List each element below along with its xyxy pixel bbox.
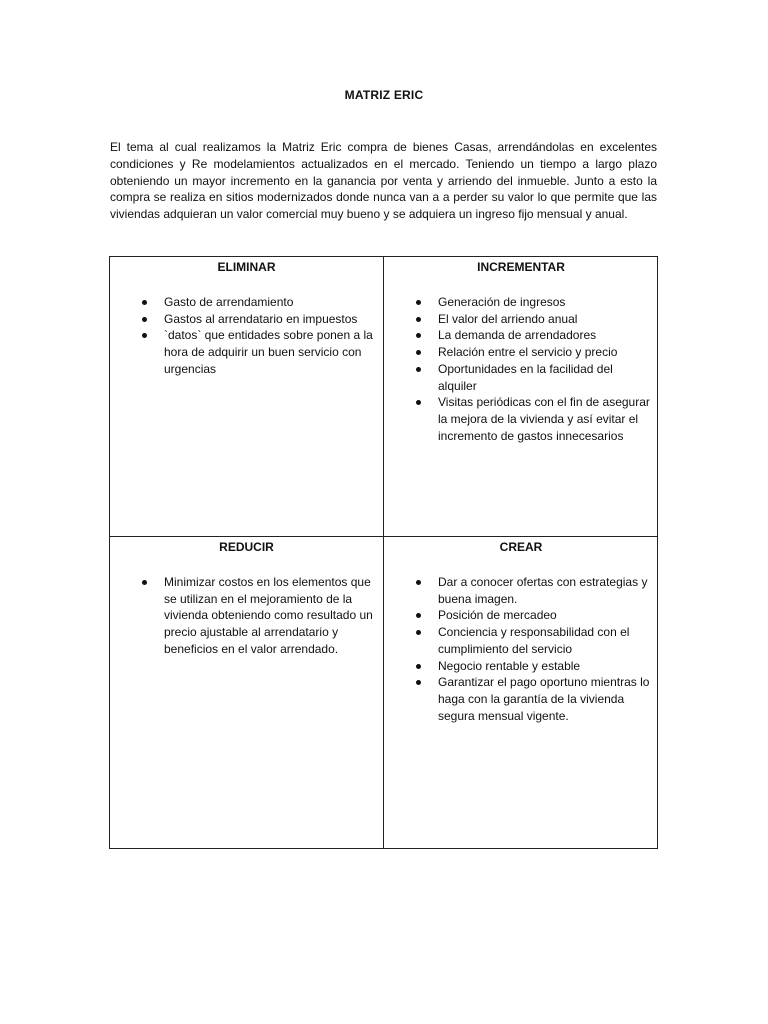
incrementar-cell — [384, 257, 658, 537]
list-item: Conciencia y responsabilidad con el cumplimiento del servicio — [438, 624, 652, 657]
list-item: Minimizar costos en los elementos que se utilizan en el mejoramiento de la vivienda obteniendo como resultado un precio ajustable al arrendatario y beneficios en el valor arrendado. — [164, 574, 377, 658]
list-item: Visitas periódicas con el fin de asegurar la mejora de la vivienda y así evitar el incremento de gastos innecesarios — [438, 394, 652, 444]
eric-matrix-table — [109, 256, 658, 849]
list-item: Dar a conocer ofertas con estrategias y buena imagen. — [438, 574, 652, 607]
list-item: Relación entre el servicio y precio — [438, 344, 652, 361]
crear-list — [390, 574, 652, 724]
list-item: Gastos al arrendatario en impuestos — [164, 311, 377, 328]
incrementar-heading: INCREMENTAR — [477, 260, 565, 274]
reducir-cell — [110, 537, 384, 848]
eliminar-heading: ELIMINAR — [217, 260, 276, 274]
list-item: Garantizar el pago oportuno mientras lo haga con la garantía de la vivienda segura mensual vigente. — [438, 674, 652, 724]
document-title: MATRIZ ERIC — [344, 88, 424, 102]
list-item: Gasto de arrendamiento — [164, 294, 377, 311]
list-item: La demanda de arrendadores — [438, 327, 652, 344]
incrementar-list — [390, 294, 652, 444]
crear-heading: CREAR — [499, 540, 543, 554]
eliminar-cell — [110, 257, 384, 537]
list-item: El valor del arriendo anual — [438, 311, 652, 328]
reducir-list — [116, 574, 377, 658]
list-item: Generación de ingresos — [438, 294, 652, 311]
list-item: Oportunidades en la facilidad del alquiler — [438, 361, 652, 394]
eliminar-list — [116, 294, 377, 378]
intro-paragraph: El tema al cual realizamos la Matriz Eric compra de bienes Casas, arrendándolas en excelentes condiciones y Re modelamientos actualizados en el mercado. Teniendo un tiempo a largo plazo obteniendo un mayor incremento en la ganancia por venta y arriendo del inmueble. Junto a esto la compra se realiza en sitios modernizados donde nunca van a a perder su valor lo que permite que las viviendas adquieran un valor comercial muy bueno y se adquiera un ingreso fijo mensual y anual. — [110, 140, 657, 222]
list-item: `datos` que entidades sobre ponen a la hora de adquirir un buen servicio con urgencias — [164, 327, 377, 377]
list-item: Posición de mercadeo — [438, 607, 652, 624]
list-item: Negocio rentable y estable — [438, 658, 652, 675]
reducir-heading: REDUCIR — [219, 540, 274, 554]
crear-cell — [384, 537, 658, 848]
